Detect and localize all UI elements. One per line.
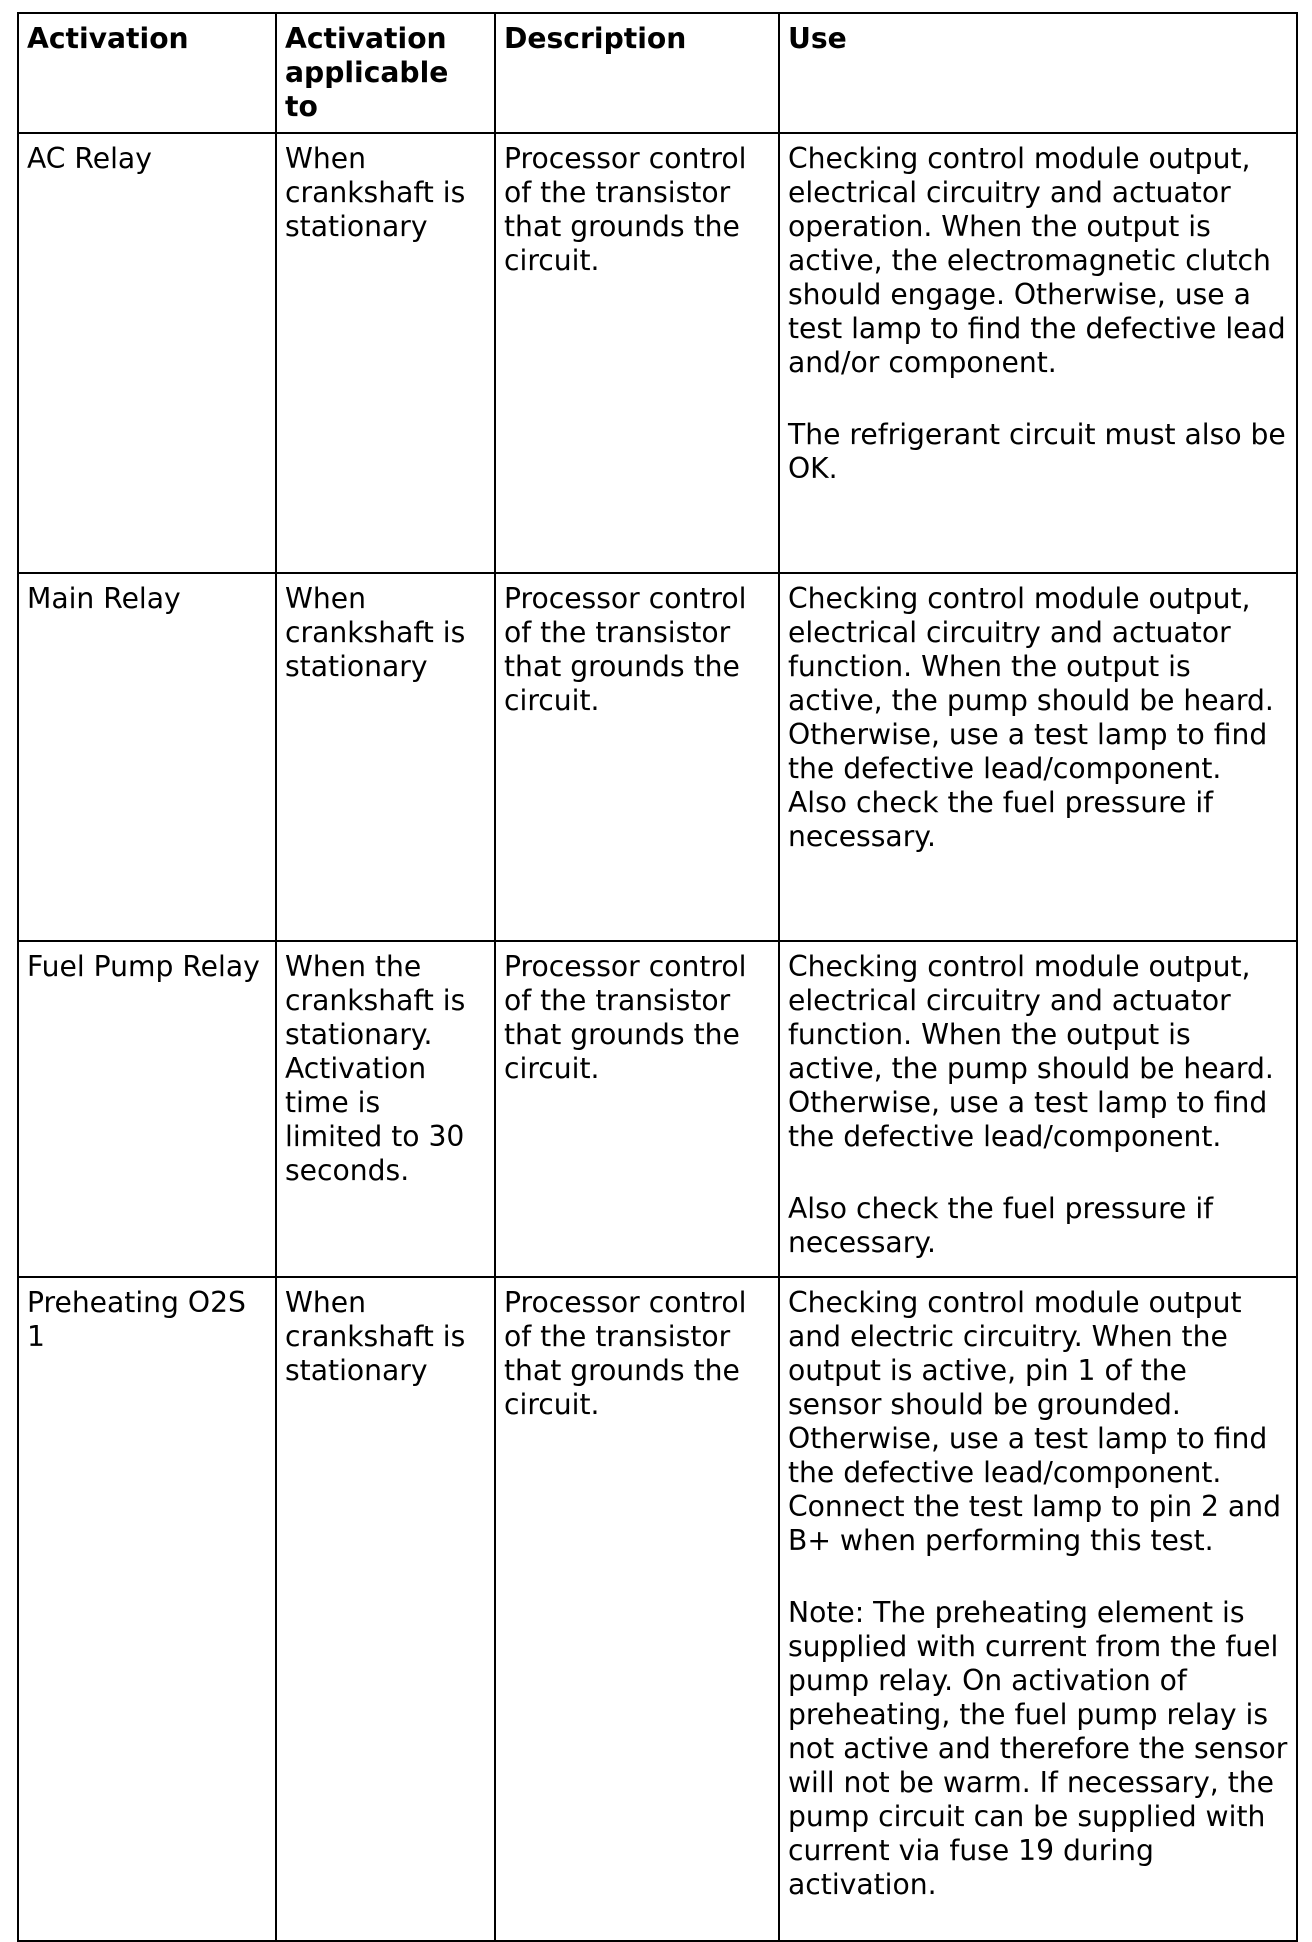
cell-activation: Main Relay: [18, 573, 276, 941]
header-description: Description: [495, 13, 779, 133]
activation-table: [17, 12, 1298, 1942]
use-paragraph: Checking control module output, electrical circuitry and actuator operation. When the output is active, the electromagnetic clutch should engage. Otherwise, use a test lamp to find the defective lead and/or component.: [788, 142, 1286, 379]
cell-activation: AC Relay: [18, 133, 276, 573]
table-row: [18, 133, 1297, 573]
use-paragraph: Note: The preheating element is supplied with current from the fuel pump relay. On activation of preheating, the fuel pump relay is not active and therefore the sensor will not be warm. If necessary, the pump circuit can be supplied with current via fuse 19 during activation.: [788, 1596, 1288, 1901]
header-use: Use: [779, 13, 1297, 133]
cell-applicable-to: When crankshaft is stationary: [276, 1277, 495, 1941]
cell-use: [779, 1277, 1297, 1941]
cell-activation: Fuel Pump Relay: [18, 941, 276, 1277]
table-row: [18, 941, 1297, 1277]
header-applicable-to: Activation applicable to: [276, 13, 495, 133]
use-paragraph: The refrigerant circuit must also be OK.: [788, 418, 1286, 485]
cell-description: Processor control of the transistor that grounds the circuit.: [495, 1277, 779, 1941]
cell-use: [779, 573, 1297, 941]
use-paragraph: Also check the fuel pressure if necessary.: [788, 1192, 1214, 1259]
use-paragraph: Checking control module output, electrical circuitry and actuator function. When the output is active, the pump should be heard. Otherwise, use a test lamp to find the defective lead/component.: [788, 950, 1274, 1153]
cell-activation: Preheating O2S 1: [18, 1277, 276, 1941]
use-paragraph: Checking control module output, electrical circuitry and actuator function. When the output is active, the pump should be heard. Otherwise, use a test lamp to find the defective lead/component. Also check the fuel pressure if necessary.: [788, 582, 1274, 853]
cell-applicable-to: When the crankshaft is stationary. Activation time is limited to 30 seconds.: [276, 941, 495, 1277]
table-row: [18, 1277, 1297, 1941]
cell-description: Processor control of the transistor that grounds the circuit.: [495, 133, 779, 573]
cell-description: Processor control of the transistor that grounds the circuit.: [495, 573, 779, 941]
cell-use: [779, 941, 1297, 1277]
header-activation: Activation: [18, 13, 276, 133]
use-paragraph: Checking control module output and electric circuitry. When the output is active, pin 1 of the sensor should be grounded. Otherwise, use a test lamp to find the defective lead/component. Connect the test lamp to pin 2 and B+ when performing this test.: [788, 1286, 1281, 1557]
cell-use: [779, 133, 1297, 573]
cell-description: Processor control of the transistor that grounds the circuit.: [495, 941, 779, 1277]
table-header-row: [18, 13, 1297, 133]
table-row: [18, 573, 1297, 941]
cell-applicable-to: When crankshaft is stationary: [276, 133, 495, 573]
cell-applicable-to: When crankshaft is stationary: [276, 573, 495, 941]
